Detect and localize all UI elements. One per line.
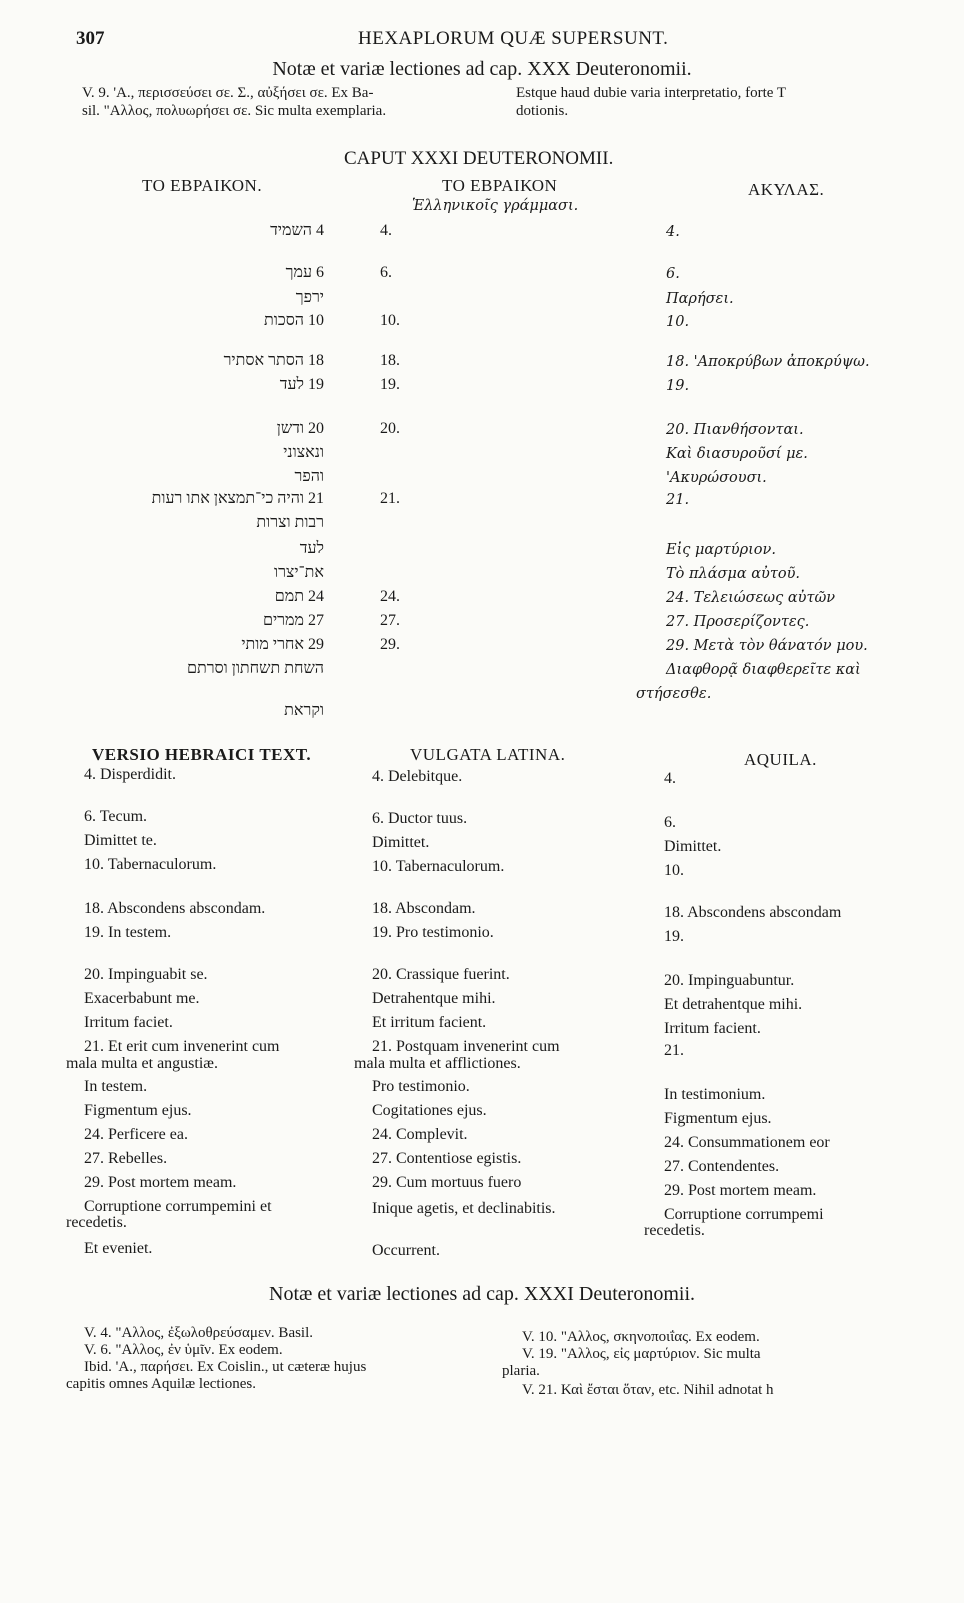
latin-col2-line: Cogitationes ejus. bbox=[372, 1102, 487, 1119]
hebrew-cell: 20 ודשן bbox=[276, 420, 324, 437]
latin-col3-line: 27. Contendentes. bbox=[664, 1158, 780, 1175]
hebrew-cell: ונאצוני bbox=[283, 444, 324, 461]
latin-col1-line: Corruptione corrumpemini et bbox=[84, 1198, 272, 1215]
latin-col2-line: 6. Ductor tuus. bbox=[372, 810, 468, 827]
latin-col1-line: Figmentum ejus. bbox=[84, 1102, 192, 1119]
latin-col3-line: 18. Abscondens abscondam bbox=[664, 904, 842, 921]
aquila-greek-cell: Διαφθορᾷ διαφθερεῖτε καὶ bbox=[666, 662, 861, 678]
latin-col3-line: recedetis. bbox=[644, 1222, 705, 1239]
hebrew-cell: 24 תמם bbox=[274, 588, 324, 605]
header-vulgata: VULGATA LATINA. bbox=[410, 745, 566, 764]
hebrew-cell: 29 אחרי מותי bbox=[241, 636, 324, 653]
aquila-greek-cell: 24. Τελειώσεως αὐτῶν bbox=[666, 590, 836, 606]
latin-col3-line: 29. Post mortem meam. bbox=[664, 1182, 817, 1199]
latin-col2-line: 27. Contentiose egistis. bbox=[372, 1150, 522, 1167]
aquila-greek-cell: 6. bbox=[666, 266, 680, 282]
aquila-greek-cell: 'Ακυρώσουσι. bbox=[666, 470, 767, 486]
latin-col2-line: Dimittet. bbox=[372, 834, 430, 851]
latin-col2-line: 24. Complevit. bbox=[372, 1126, 468, 1143]
latin-col3-line: 24. Consummationem eor bbox=[664, 1134, 830, 1151]
latin-col3-line: Figmentum ejus. bbox=[664, 1110, 772, 1127]
aquila-greek-cell: 29. Μετὰ τὸν θάνατόν μου. bbox=[666, 638, 868, 654]
latin-col1-line: Irritum faciet. bbox=[84, 1014, 173, 1031]
notes-xxxi-left-3: Ibid. 'Α., παρήσει. Ex Coislin., ut cæteræ hujus bbox=[84, 1359, 367, 1375]
greek-letters-cell: 4. bbox=[380, 222, 392, 239]
running-head: HEXAPLORUM QUÆ SUPERSUNT. bbox=[358, 28, 669, 49]
latin-col1-line: recedetis. bbox=[66, 1214, 127, 1231]
latin-col1-line: 21. Et erit cum invenerint cum bbox=[84, 1038, 280, 1055]
latin-col3-line: 21. bbox=[664, 1042, 684, 1059]
chapter-title: CAPUT XXXI DEUTERONOMII. bbox=[344, 148, 614, 169]
latin-col1-line: 10. Tabernaculorum. bbox=[84, 856, 217, 873]
greek-letters-cell: 6. bbox=[380, 264, 392, 281]
latin-col3-line: Corruptione corrumpemi bbox=[664, 1206, 824, 1223]
latin-col2-line: Et irritum facient. bbox=[372, 1014, 487, 1031]
hebrew-cell: 27 ממרים bbox=[262, 612, 324, 629]
notes-xxxi-title: Notæ et variæ lectiones ad cap. XXXI Deuteronomii. bbox=[269, 1283, 695, 1305]
hebrew-cell: לעד bbox=[299, 540, 324, 557]
hebrew-cell: את־יצרו bbox=[273, 564, 324, 581]
latin-col2-line: Detrahentque mihi. bbox=[372, 990, 496, 1007]
latin-col1-line: 29. Post mortem meam. bbox=[84, 1174, 237, 1191]
hebrew-cell: 21 והיה כי־תמצאן אתו רעות bbox=[151, 490, 324, 507]
latin-col1-line: Exacerbabunt me. bbox=[84, 990, 200, 1007]
latin-col2-line: Inique agetis, et declinabitis. bbox=[372, 1200, 556, 1217]
greek-letters-cell: 27. bbox=[380, 612, 400, 629]
notes-xxx-left-1: V. 9. 'Α., περισσεύσει σε. Σ., αὐξήσει σε. Ex Ba- bbox=[82, 85, 374, 101]
greek-letters-cell: 19. bbox=[380, 376, 400, 393]
notes-xxx-right-2: dotionis. bbox=[516, 103, 569, 119]
latin-col3-line: 6. bbox=[664, 814, 676, 831]
page-number: 307 bbox=[76, 28, 105, 49]
notes-xxxi-right-2: V. 19. "Αλλος, εἰς μαρτύριον. Sic multa bbox=[522, 1346, 761, 1362]
aquila-greek-cell: Τὸ πλάσμα αὐτοῦ. bbox=[666, 566, 801, 582]
aquila-greek-cell: 27. Προσερίζοντες. bbox=[666, 614, 810, 630]
latin-col2-line: mala multa et afflictiones. bbox=[354, 1055, 521, 1072]
hebrew-cell: וקראת bbox=[284, 702, 324, 719]
latin-col1-line: mala multa et angustiæ. bbox=[66, 1055, 218, 1072]
latin-col1-line: 19. In testem. bbox=[84, 924, 172, 941]
latin-col1-line: 4. Disperdidit. bbox=[84, 766, 176, 783]
notes-xxx-title: Notæ et variæ lectiones ad cap. XXX Deuteronomii. bbox=[272, 58, 692, 80]
latin-col1-line: 18. Abscondens abscondam. bbox=[84, 900, 266, 917]
greek-letters-cell: 18. bbox=[380, 352, 400, 369]
latin-col1-line: 6. Tecum. bbox=[84, 808, 148, 825]
aquila-greek-cell: 10. bbox=[666, 314, 690, 330]
hebrew-cell: והפר bbox=[294, 468, 324, 485]
latin-col2-line: 18. Abscondam. bbox=[372, 900, 476, 917]
aquila-greek-cell: Εἰς μαρτύριον. bbox=[666, 542, 776, 558]
greek-letters-cell: 20. bbox=[380, 420, 400, 437]
latin-col2-line: Occurrent. bbox=[372, 1242, 440, 1259]
latin-col3-line: Et detrahentque mihi. bbox=[664, 996, 803, 1013]
notes-xxxi-right-3: plaria. bbox=[502, 1363, 540, 1379]
latin-col1-line: 27. Rebelles. bbox=[84, 1150, 168, 1167]
notes-xxxi-right-4: V. 21. Καὶ ἔσται ὅταν, etc. Nihil adnotat h bbox=[522, 1382, 774, 1398]
hebrew-cell: 10 הסכות bbox=[264, 312, 324, 329]
greek-letters-cell: 10. bbox=[380, 312, 400, 329]
header-hebrew: ΤΟ ΕΒΡΑΙΚΟΝ. bbox=[142, 176, 263, 195]
hebrew-cell: השחת תשחתון וסרתם bbox=[186, 660, 324, 677]
header-greek-letters-sub: Ἑλληνικοῖς γράμμασι. bbox=[412, 198, 579, 214]
hebrew-cell: ירפך bbox=[295, 289, 324, 306]
latin-col2-line: 10. Tabernaculorum. bbox=[372, 858, 505, 875]
latin-col2-line: 29. Cum mortuus fuero bbox=[372, 1174, 522, 1191]
aquila-greek-cell: Παρήσει. bbox=[666, 291, 734, 307]
latin-col3-line: 10. bbox=[664, 862, 684, 879]
aquila-greek-cell: στήσεσθε. bbox=[636, 686, 712, 702]
latin-col2-line: 4. Delebitque. bbox=[372, 768, 463, 785]
hebrew-cell: 6 עמך bbox=[285, 264, 324, 281]
header-greek-letters: ΤΟ ΕΒΡΑΙΚΟΝ bbox=[442, 176, 558, 195]
latin-col3-line: 19. bbox=[664, 928, 684, 945]
latin-col3-line: Dimittet. bbox=[664, 838, 722, 855]
hebrew-cell: 4 השמיד bbox=[270, 222, 324, 239]
latin-col2-line: 20. Crassique fuerint. bbox=[372, 966, 510, 983]
hebrew-cell: רבות וצרות bbox=[256, 514, 324, 531]
greek-letters-cell: 21. bbox=[380, 490, 400, 507]
notes-xxx-left-2: sil. "Αλλος, πολυωρήσει σε. Sic multa exemplaria. bbox=[82, 103, 387, 119]
latin-col1-line: 20. Impinguabit se. bbox=[84, 966, 208, 983]
greek-letters-cell: 29. bbox=[380, 636, 400, 653]
latin-col2-line: 21. Postquam invenerint cum bbox=[372, 1038, 560, 1055]
aquila-greek-cell: Καὶ διασυροῦσί με. bbox=[666, 446, 808, 462]
aquila-greek-cell: 4. bbox=[666, 224, 680, 240]
aquila-greek-cell: 19. bbox=[666, 378, 690, 394]
header-aquila-greek: ΑΚΥΛΑΣ. bbox=[748, 180, 825, 199]
latin-col1-line: 24. Perficere ea. bbox=[84, 1126, 188, 1143]
hebrew-cell: 19 לעד bbox=[279, 376, 324, 393]
latin-col1-line: Et eveniet. bbox=[84, 1240, 153, 1257]
aquila-greek-cell: 20. Πιανθήσονται. bbox=[666, 422, 804, 438]
notes-xxxi-right-1: V. 10. "Αλλος, σκηνοποιΐας. Ex eodem. bbox=[522, 1329, 760, 1345]
header-aquila-latin: AQUILA. bbox=[744, 750, 817, 769]
latin-col1-line: In testem. bbox=[84, 1078, 148, 1095]
header-versio: VERSIO HEBRAICI TEXT. bbox=[92, 745, 312, 764]
notes-xxxi-left-1: V. 4. "Αλλος, ἐξωλοθρεύσαμεν. Basil. bbox=[84, 1325, 314, 1341]
latin-col3-line: 4. bbox=[664, 770, 676, 787]
greek-letters-cell: 24. bbox=[380, 588, 400, 605]
latin-col3-line: 20. Impinguabuntur. bbox=[664, 972, 795, 989]
latin-col3-line: In testimonium. bbox=[664, 1086, 766, 1103]
aquila-greek-cell: 18. 'Αποκρύβων ἀποκρύψω. bbox=[666, 354, 870, 370]
latin-col2-line: Pro testimonio. bbox=[372, 1078, 470, 1095]
latin-col2-line: 19. Pro testimonio. bbox=[372, 924, 494, 941]
notes-xxxi-left-4: capitis omnes Aquilæ lectiones. bbox=[66, 1376, 256, 1392]
latin-col1-line: Dimittet te. bbox=[84, 832, 157, 849]
hebrew-cell: 18 הסתר אסתיר bbox=[223, 352, 324, 369]
notes-xxxi-left-2: V. 6. "Αλλος, ἐν ὑμῖν. Ex eodem. bbox=[84, 1342, 283, 1358]
notes-xxx-right-1: Estque haud dubie varia interpretatio, forte T bbox=[516, 85, 787, 101]
latin-col3-line: Irritum facient. bbox=[664, 1020, 761, 1037]
aquila-greek-cell: 21. bbox=[666, 492, 690, 508]
